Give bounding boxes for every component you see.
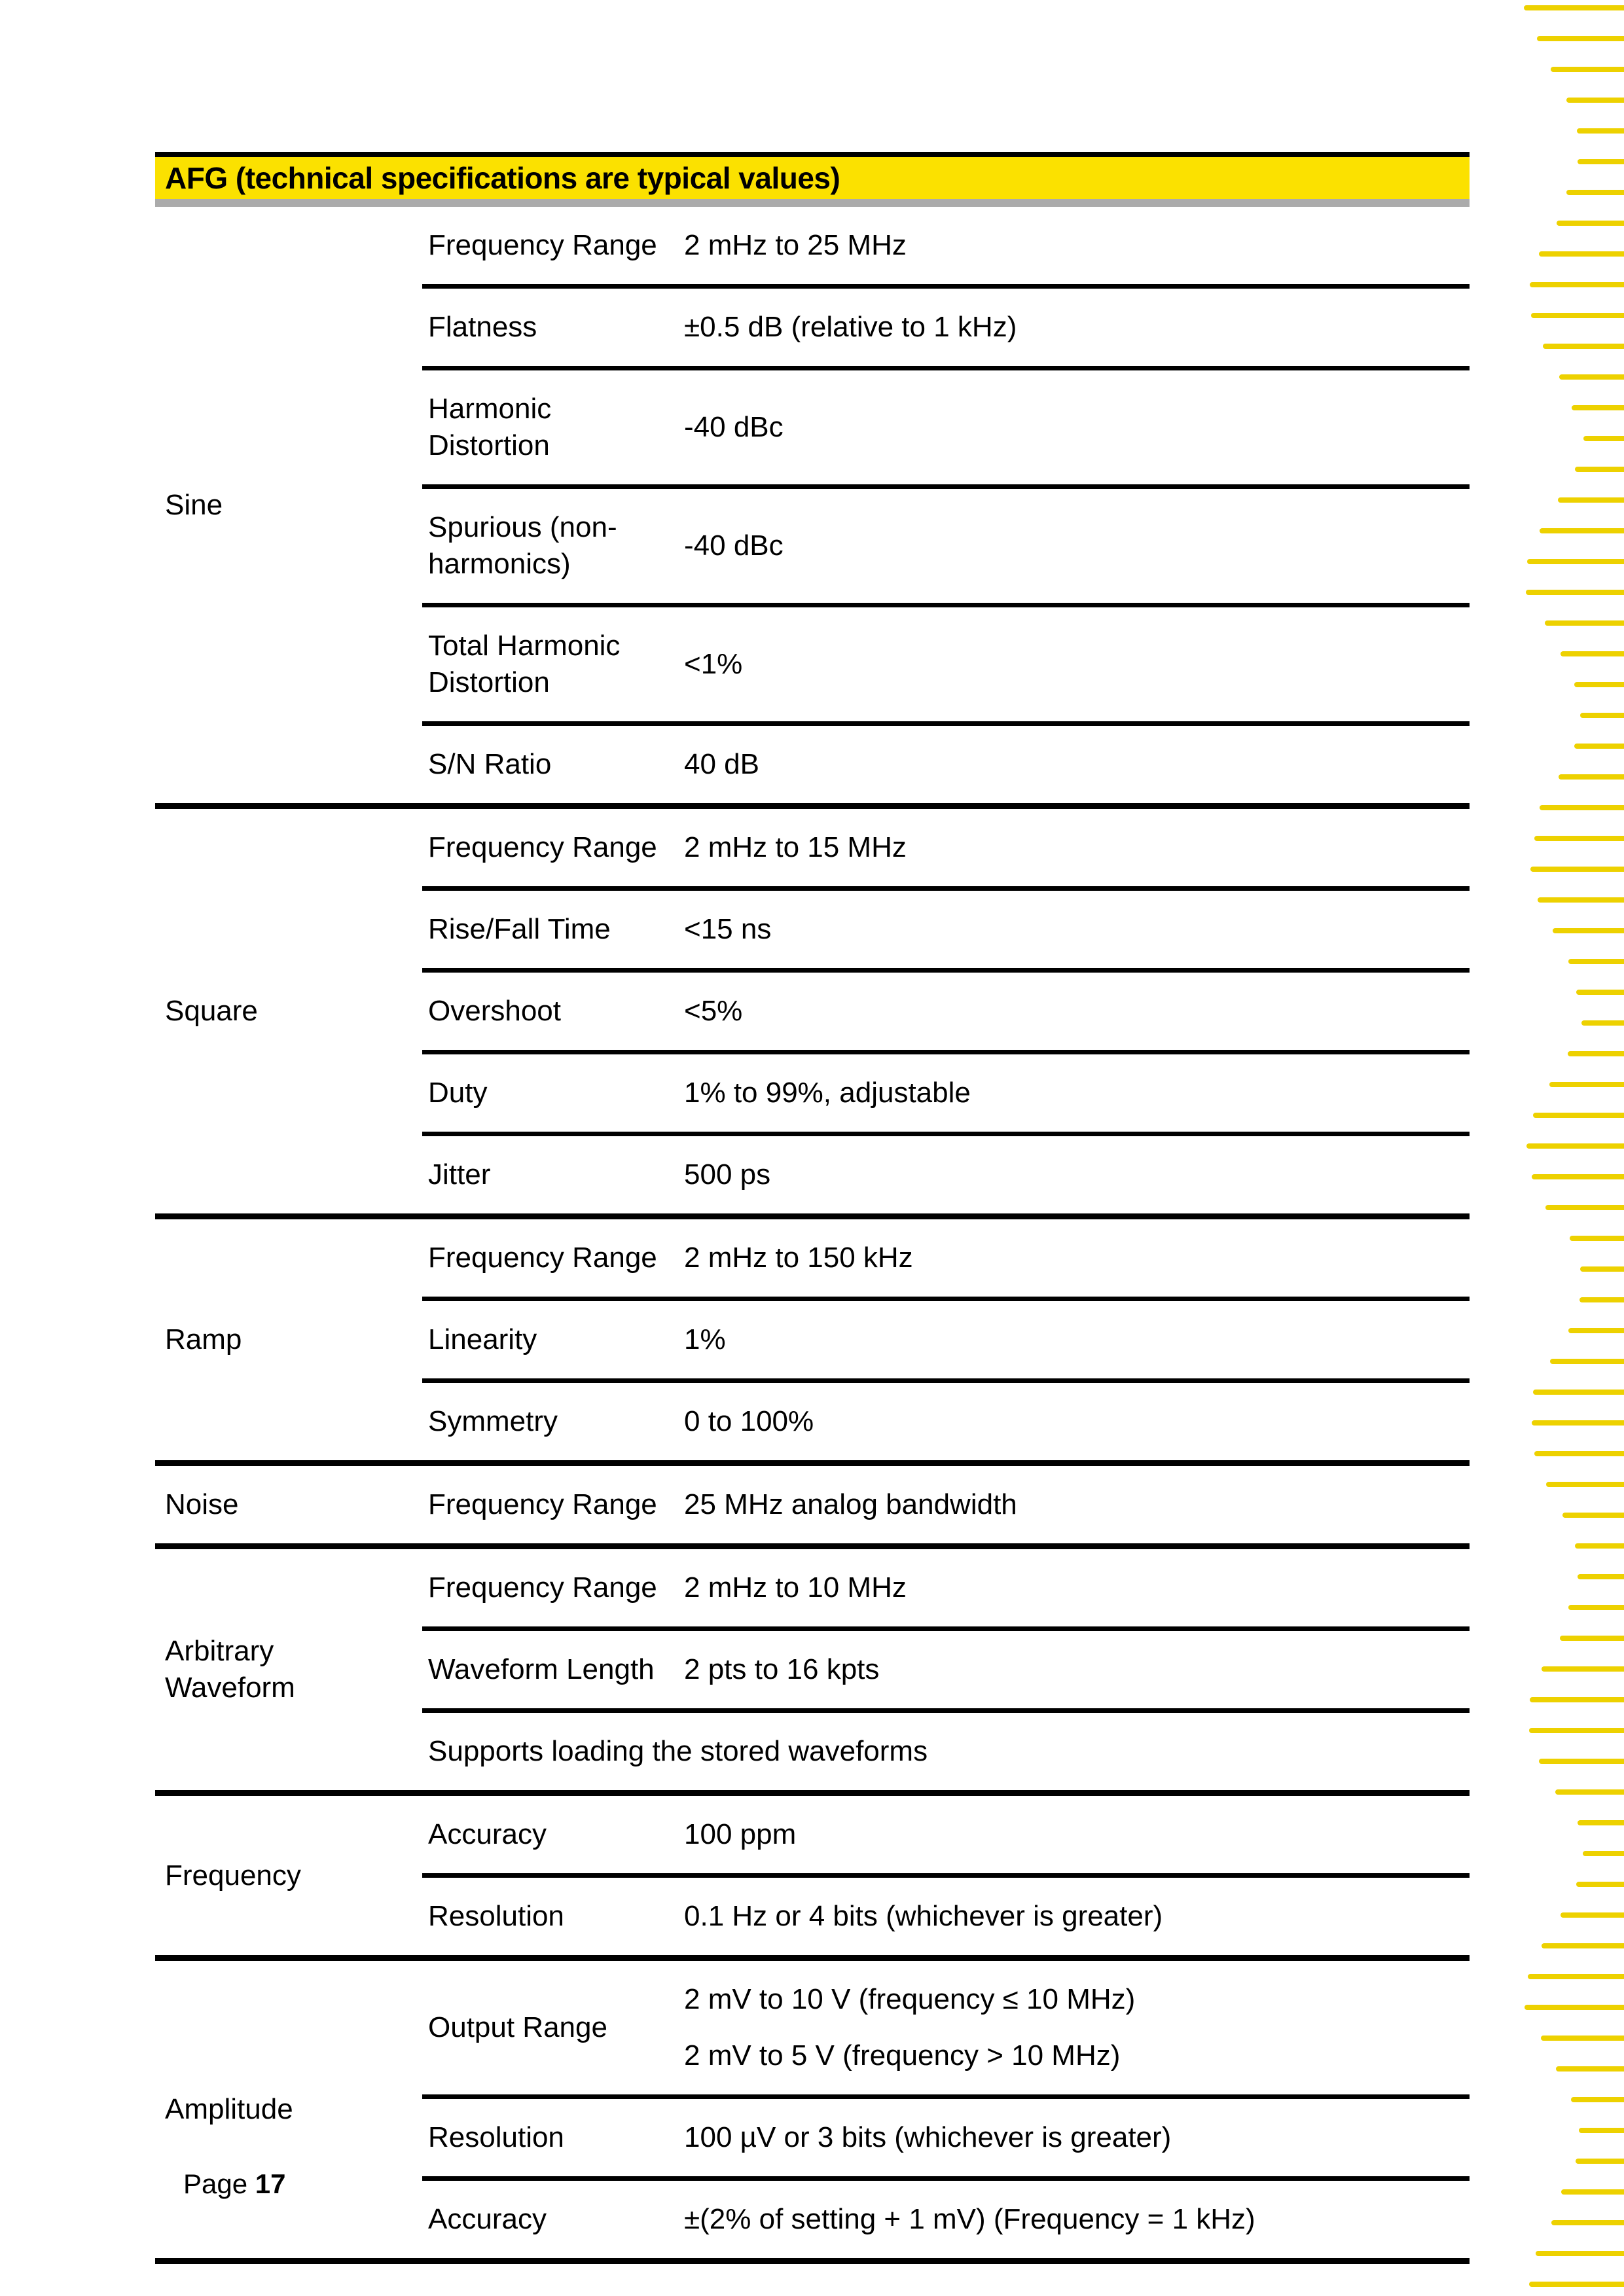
edge-dash [1559,774,1624,780]
value-cell: <1% [684,605,1470,724]
value-cell: ±0.5 dB (relative to 1 kHz) [684,287,1470,368]
table-bottom-rule [155,2258,1470,2264]
value-cell: 1% [684,1299,1470,1381]
table-title-bar [155,157,1470,199]
edge-dash [1578,159,1624,164]
edge-dash [1568,1051,1624,1056]
value-cell: -40 dBc [684,368,1470,487]
spec-row [155,1958,1470,2097]
parameter-cell: S/N Ratio [422,724,684,806]
edge-dash [1539,251,1624,257]
edge-dash [1537,36,1624,41]
edge-dash [1561,1912,1624,1918]
value-cell: 1% to 99%, adjustable [684,1052,1470,1134]
edge-dash [1525,2005,1624,2010]
parameter-cell: Frequency Range [428,229,657,261]
footer-page-number: 17 [255,2168,286,2199]
edge-dash [1578,1574,1624,1579]
spec-row [155,1217,1470,1299]
edge-dash [1526,590,1624,595]
edge-dash [1568,1328,1624,1333]
parameter-cell: Output Range [422,1958,684,2097]
value-cell: 2 mHz to 15 MHz [684,806,1470,889]
parameter-cell: Spurious (non-harmonics) [422,487,684,605]
parameter-cell: Resolution [422,2097,684,2179]
edge-dash [1570,1236,1624,1241]
edge-dash [1572,405,1624,410]
edge-dash [1531,313,1624,318]
category-cell: Sine [165,488,223,521]
category-cell: Square [155,806,422,1217]
category-cell: Arbitrary Waveform [155,1547,422,1793]
edge-dash [1546,1482,1624,1487]
edge-dash [1532,1420,1624,1426]
edge-dash [1578,1820,1624,1825]
edge-dash [1529,2282,1624,2287]
parameter-cell: Flatness [422,287,684,368]
value-cell: ±(2% of setting + 1 mV) (Frequency = 1 kHz) [684,2179,1470,2259]
value-cell: <15 ns [684,889,1470,971]
value-cell: <5% [684,971,1470,1052]
spanning-note-cell: Supports loading the stored waveforms [422,1711,1470,1793]
edge-dash [1575,1543,1624,1549]
parameter-cell: Waveform Length [422,1629,684,1711]
parameter-cell: Frequency Range [422,1217,684,1299]
edge-dash [1566,98,1624,103]
edge-dash [1538,897,1624,903]
edge-dash [1571,2097,1624,2102]
edge-dash [1534,1451,1624,1456]
edge-dash [1530,1697,1624,1702]
category-cell: Noise [155,1463,422,1547]
edge-dash [1545,620,1624,626]
parameter-cell: Frequency Range [422,1547,684,1629]
parameter-cell: Total Harmonic Distortion [422,605,684,724]
edge-dash [1530,282,1624,287]
value-cell: 2 mHz to 150 kHz [684,1217,1470,1299]
edge-dash [1568,959,1624,964]
category-cell: Frequency [155,1793,422,1958]
edge-dash [1577,128,1624,134]
value-line: 2 mV to 10 V (frequency ≤ 10 MHz) [684,1983,1136,2015]
edge-dash [1524,5,1624,10]
edge-dash [1581,1020,1624,1026]
spec-row [155,1547,1470,1629]
value-cell: 100 µV or 3 bits (whichever is greater) [684,2097,1470,2179]
spec-row [155,207,1470,287]
edge-dash [1562,1513,1624,1518]
afg-spec-table [155,152,1470,2264]
value-cell: 2 pts to 16 kpts [684,1629,1470,1711]
edge-dash [1583,1851,1624,1856]
edge-dash [1527,559,1624,564]
parameter-cell: Linearity [422,1299,684,1381]
edge-dash [1555,1789,1624,1795]
table-title: AFG (technical specifications are typical values) [165,161,840,195]
edge-dash [1545,1205,1624,1210]
parameter-cell: Harmonic Distortion [422,368,684,487]
edge-dash [1528,1974,1624,1979]
parameter-cell: Accuracy [422,1793,684,1876]
edge-dash [1551,67,1624,72]
edge-dash [1540,805,1624,810]
edge-dash [1566,190,1624,195]
edge-dash [1561,651,1624,656]
edge-dash [1539,1759,1624,1764]
edge-dash [1575,467,1624,472]
edge-dash [1550,1359,1624,1364]
edge-dash [1529,1728,1624,1733]
title-bar-shadow [155,199,1470,207]
value-line: 2 mV to 5 V (frequency > 10 MHz) [684,2039,1121,2072]
edge-dash [1530,867,1624,872]
value-cell: 2 mHz to 10 MHz [684,1547,1470,1629]
edge-dash [1559,374,1624,380]
parameter-cell: Duty [422,1052,684,1134]
edge-dash [1541,2036,1624,2041]
page-footer [183,2168,285,2200]
edge-dash [1580,1266,1624,1272]
edge-dash [1553,928,1624,933]
edge-dash [1551,2220,1624,2225]
edge-dash [1579,2128,1624,2133]
parameter-cell: Jitter [422,1134,684,1217]
parameter-cell: Symmetry [422,1381,684,1463]
edge-dash [1543,344,1624,349]
edge-dash [1542,1666,1624,1672]
value-cell: 100 ppm [684,1793,1470,1876]
edge-dash [1583,436,1624,441]
category-cell: Ramp [155,1217,422,1463]
parameter-cell: Frequency Range [422,1463,684,1547]
edge-dash [1532,1174,1624,1179]
value-cell: 0.1 Hz or 4 bits (whichever is greater) [684,1876,1470,1958]
edge-dash [1558,497,1624,503]
value-cell [684,1958,1470,2097]
value-cell: -40 dBc [684,487,1470,605]
parameter-cell: Overshoot [422,971,684,1052]
edge-dash [1580,713,1624,718]
edge-dash [1526,1143,1624,1149]
parameter-cell: Accuracy [422,2179,684,2259]
value-cell: 0 to 100% [684,1381,1470,1463]
edge-dash [1576,2159,1624,2164]
parameter-cell: Rise/Fall Time [422,889,684,971]
edge-dash [1542,1943,1624,1948]
edge-dash [1560,1636,1624,1641]
table-top-rule [155,152,1470,157]
edge-dash [1574,744,1624,749]
edge-dash [1574,682,1624,687]
edge-dash [1557,221,1624,226]
value-cell: 500 ps [684,1134,1470,1217]
edge-dash [1536,2251,1624,2256]
spec-row [155,1463,1470,1547]
category-cell: Amplitude [155,1958,422,2259]
edge-dash [1534,836,1624,841]
spec-row [155,1793,1470,1876]
edge-dash [1533,1390,1624,1395]
edge-dash [1549,1082,1624,1087]
edge-dash [1579,1297,1624,1302]
edge-dash [1576,1882,1624,1887]
edge-dash [1540,528,1624,533]
spec-row [155,806,1470,889]
edge-dash [1568,1605,1624,1610]
parameter-cell: Frequency Range [422,806,684,889]
footer-page-label: Page [183,2168,248,2199]
edge-dash [1556,2066,1624,2072]
edge-dash [1576,990,1624,995]
edge-dash [1561,2189,1624,2195]
value-cell: 2 mHz to 25 MHz [684,229,907,261]
edge-dash [1533,1113,1624,1118]
value-cell: 40 dB [684,724,1470,806]
value-cell: 25 MHz analog bandwidth [684,1463,1470,1547]
spec-grid [155,207,1470,2258]
parameter-cell: Resolution [422,1876,684,1958]
